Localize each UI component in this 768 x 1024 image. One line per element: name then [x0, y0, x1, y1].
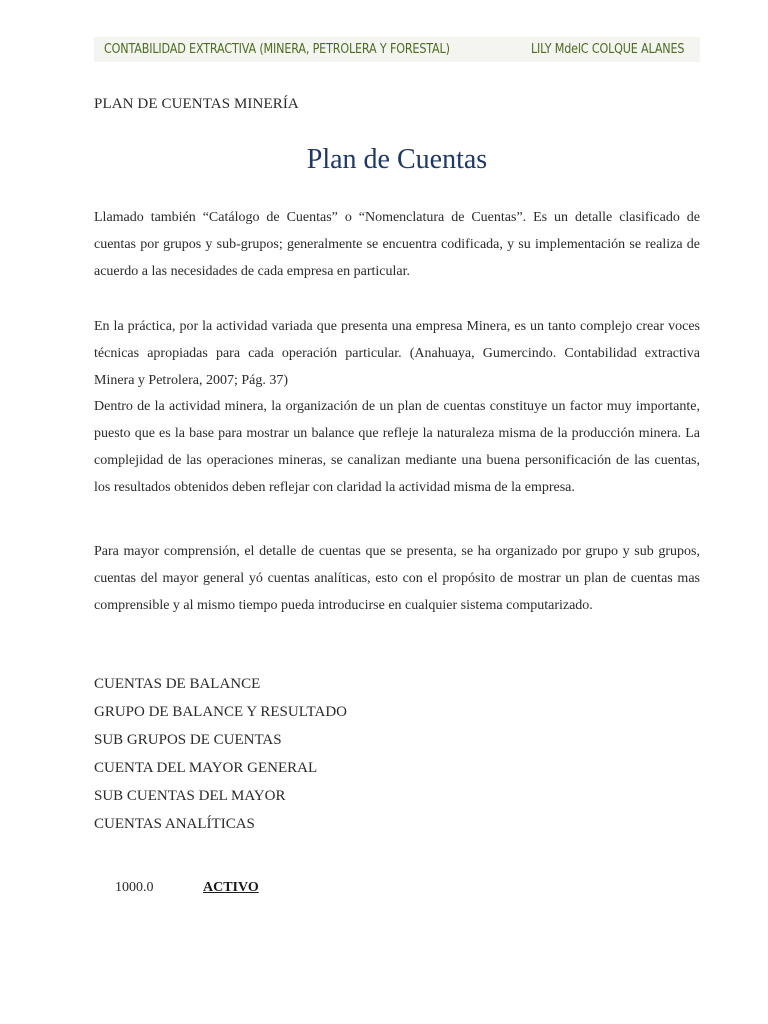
- list-item: GRUPO DE BALANCE Y RESULTADO: [94, 704, 347, 720]
- paragraph-comprehension: Para mayor comprensión, el detalle de cuentas que se presenta, se ha organizado por grupo y sub grupos, cuentas del mayor general yó cuentas analíticas, esto con el propósito de mostrar un plan de cuentas mas comprensible y al mismo tiempo pueda introducirse en cualquier sistema computarizado.: [94, 544, 700, 613]
- document-label: PLAN DE CUENTAS MINERÍA: [94, 96, 299, 112]
- list-item: SUB CUENTAS DEL MAYOR: [94, 788, 286, 804]
- page-header: [94, 37, 700, 62]
- page-title: Plan de Cuentas: [306, 144, 488, 175]
- list-item: CUENTAS ANALÍTICAS: [94, 816, 255, 832]
- list-item: CUENTA DEL MAYOR GENERAL: [94, 760, 318, 776]
- paragraph-mining-activity: Dentro de la actividad minera, la organización de un plan de cuentas constituye un factor muy importante, puesto que es la base para mostrar un balance que refleje la naturaleza misma de la producción minera. La complejidad de las operaciones mineras, se canalizan mediante una buena personificación de las cuentas, los resultados obtenidos deben reflejar con claridad la actividad misma de la empresa.: [94, 399, 700, 495]
- paragraph-definition: Llamado también “Catálogo de Cuentas” o “Nomenclatura de Cuentas”. Es un detalle clasificado de cuentas por grupos y sub-grupos; generalmente se encuentra codificada, y su implementación se realiza de acuerdo a las necesidades de cada empresa en particular.: [94, 210, 700, 279]
- list-item: SUB GRUPOS DE CUENTAS: [94, 732, 282, 748]
- account-name: ACTIVO: [203, 880, 259, 895]
- account-code: 1000.0: [115, 880, 154, 895]
- list-item: CUENTAS DE BALANCE: [94, 676, 261, 692]
- account-row: [115, 880, 259, 896]
- paragraph-practice: En la práctica, por la actividad variada que presenta una empresa Minera, es un tanto complejo crear voces técnicas apropiadas para cada operación particular. (Anahuaya, Gumercindo. Contabilidad extractiva Minera y Petrolera, 2007; Pág. 37): [94, 319, 700, 388]
- header-course-title: CONTABILIDAD EXTRACTIVA (MINERA, PETROLERA Y FORESTAL): [104, 42, 450, 57]
- account-levels-list: [94, 670, 347, 838]
- header-author: LILY MdelC COLQUE ALANES: [531, 42, 685, 57]
